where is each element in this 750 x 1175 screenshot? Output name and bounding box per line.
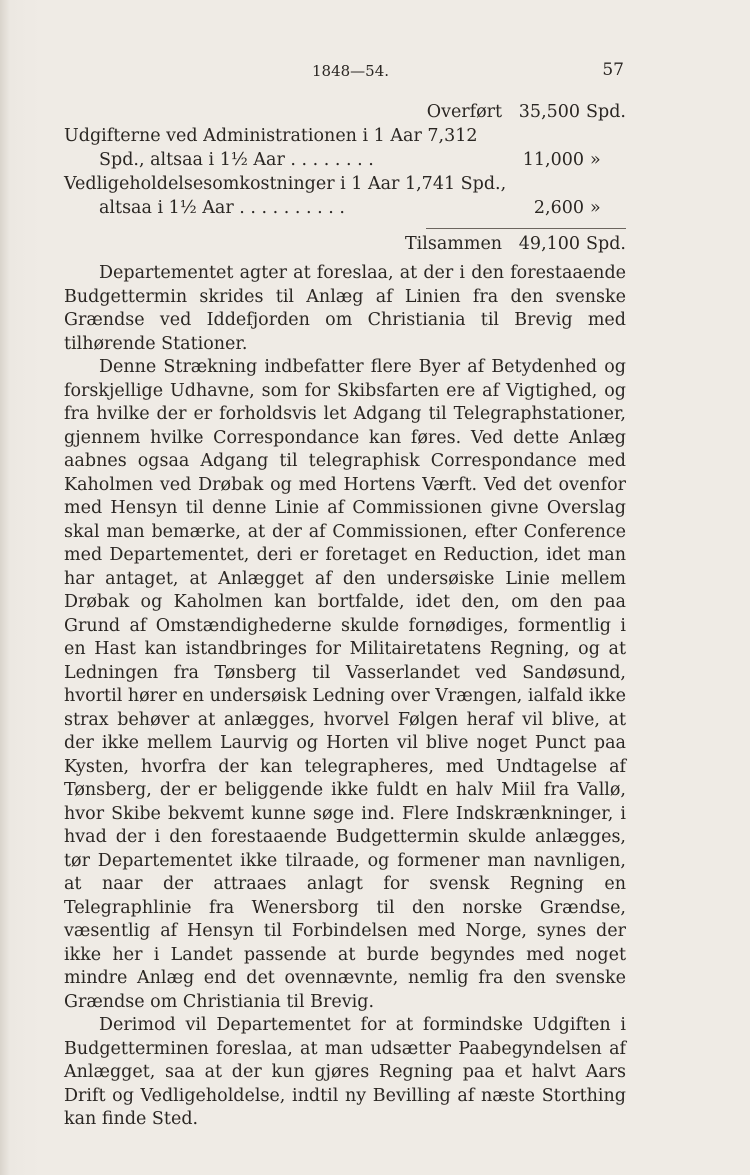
maint-line-2: altsaa i 1½ Aar . . . . . . . . . . (99, 198, 345, 218)
admin-row-2 (64, 148, 626, 172)
maint-row-2 (64, 196, 626, 220)
total-unit: Spd. (586, 234, 626, 254)
page-number: 57 (602, 60, 624, 80)
carried-over-amount: 35,500 (518, 102, 581, 122)
total-rule (426, 228, 626, 229)
carried-over-label: Overført (426, 102, 503, 122)
total-label: Tilsammen (404, 234, 503, 254)
running-head: 1848—54. (312, 62, 390, 80)
maint-row-1 (64, 172, 626, 196)
paragraph-3: Derimod vil Departementet for at formindske Udgiften i Budgetterminen foreslaa, at man udsætter Paabegyndelsen af Anlægget, saa at der kun gjøres Regning paa et halvt Aars Drift og Vedligeholdelse, indtil ny Bevilling af næste Storthing kan finde Sted. (64, 1015, 626, 1129)
maint-line-1: Vedligeholdelsesomkostninger i 1 Aar 1,741 Spd., (64, 174, 507, 194)
admin-line-2: Spd., altsaa i 1½ Aar . . . . . . . . (99, 150, 374, 170)
maint-unit: » (590, 198, 601, 218)
page-header (64, 60, 624, 84)
carried-over-row (64, 100, 626, 124)
total-amount: 49,100 (518, 234, 581, 254)
paragraph-2: Denne Strækning indbefatter flere Byer af Betydenhed og forskjellige Udhavne, som for Skibsfarten ere af Vigtighed, og fra hvilke der er forholdsvis let Adgang til Telegraphstationer, gjennem hvilke Correspondance kan føres. Ved dette Anlæg aabnes ogsaa Adgang til telegraphisk Correspondance med Kaholmen ved Drøbak og med Hortens Værft. Ved det ovenfor med Hensyn til denne Linie af Commissionen givne Overslag skal man bemærke, at der af Commissionen, efter Conference med Departementet, deri er foretaget en Reduction, idet man har antaget, at Anlægget af den undersøiske Linie mellem Drøbak og Kaholmen kan bortfalde, idet den, om den paa Grund af Omstændighederne skulde fornødiges, formentlig i en Hast kan istandbringes for Militairetatens Regning, og at Ledningen fra Tønsberg til Vasserlandet ved Sandøsund, hvortil hører en undersøisk Ledning over Vrængen, ialfald ikke strax behøver at anlægges, hvorvel Følgen heraf vil blive, at der ikke mellem Laurvig og Horten vil blive noget Punct paa Kysten, hvorfra der kan telegrapheres, med Undtagelse af Tønsberg, der er beliggende ikke fuldt en halv Miil fra Vallø, hvor Skibe bekvemt kunne søge ind. Flere Indskrænkninger, i hvad der i den forestaaende Budgettermin skulde anlægges, tør Departementet ikke tilraade, og formener man navnligen, at naar der attraaes anlagt for svensk Regning en Telegraphlinie fra Wenersborg til den norske Grændse, væsentlig af Hensyn til Forbindelsen med Norge, synes der ikke her i Landet passende at burde begyndes med noget mindre Anlæg end det ovennævnte, nemlig fra den svenske Grændse om Christiania til Brevig. (64, 357, 626, 1012)
total-row (64, 232, 626, 256)
admin-amount: 11,000 (522, 150, 584, 170)
maint-amount: 2,600 (533, 198, 584, 218)
paragraph-1: Departementet agter at foreslaa, at der i den forestaaende Budgettermin skrides til Anlæg af Linien fra den svenske Grændse ved Iddefjorden om Christiania til Brevig med tilhørende Stationer. (64, 263, 626, 354)
admin-row-1 (64, 124, 626, 148)
carried-over-unit: Spd. (586, 102, 626, 122)
body-text (64, 262, 626, 1132)
budget-table (64, 100, 626, 256)
admin-unit: » (590, 150, 601, 170)
admin-line-1: Udgifterne ved Administrationen i 1 Aar 7,312 (64, 126, 478, 146)
